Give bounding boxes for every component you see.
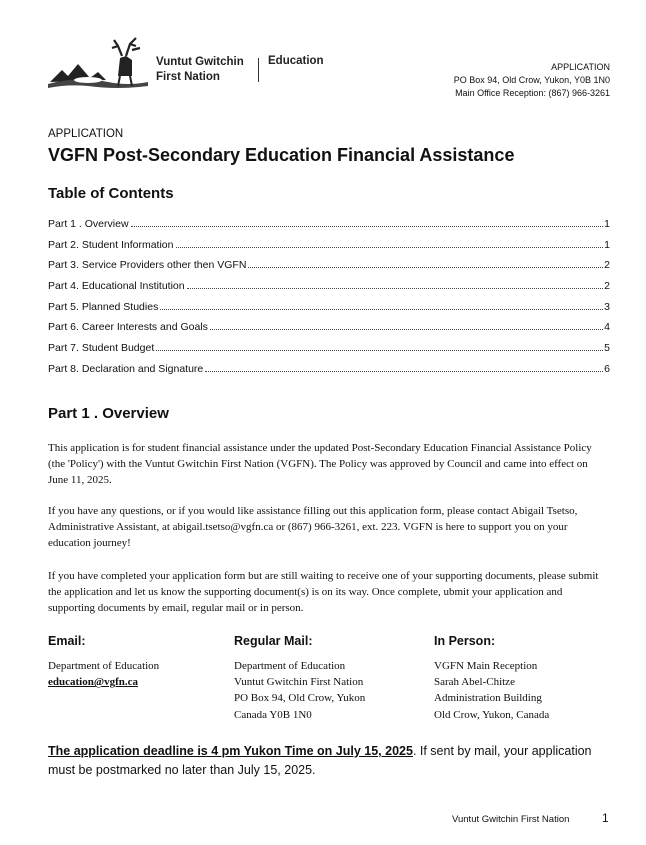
page-header <box>48 36 610 100</box>
toc-item-label: Part 8. Declaration and Signature <box>48 362 204 375</box>
toc-item-page: 5 <box>604 342 610 355</box>
toc-heading: Table of Contents <box>48 185 174 202</box>
toc-item[interactable] <box>48 259 610 280</box>
org-name-line2: First Nation <box>156 71 220 83</box>
toc-item-label: Part 1 . Overview <box>48 218 129 230</box>
vgfn-logo <box>48 36 338 96</box>
deadline-rest: . If sent by mail, your application must be postmarked no later than July 15, 2025. <box>48 744 592 777</box>
toc-item-label: Part 6. Career Interests and Goals <box>48 321 208 334</box>
page-number: 1 <box>602 811 609 825</box>
toc-leader <box>205 371 603 372</box>
in-person-heading: In Person: <box>434 634 496 648</box>
contact-mail-column <box>234 634 365 723</box>
toc-item[interactable] <box>48 301 610 322</box>
toc-item[interactable] <box>48 239 610 260</box>
mail-line: Canada Y0B 1N0 <box>234 708 312 721</box>
department-name: Education <box>268 55 324 67</box>
footer-org: Vuntut Gwitchin First Nation <box>452 814 570 825</box>
overview-paragraph-2: If you have any questions, or if you would like assistance filling out this application form, please contact Abigail Tsetso, Administrative Assistant, at abigail.tsetso@vgfn.ca or (867) 966-3261, ext. 223. VGFN is here to support you on your education journey! <box>48 505 578 550</box>
in-person-line: Sarah Abel-Chitze <box>434 676 515 689</box>
toc-leader <box>210 329 603 330</box>
overview-paragraph-1: This application is for student financial assistance under the updated Post-Secondary Education Financial Assistance Policy (the 'Policy') with the Vuntut Gwitchin First Nation (VGFN). The Policy was approved by Council and came into effect on June 11, 2025. <box>48 442 592 487</box>
toc-item-label: Part 2. Student Information <box>48 238 174 251</box>
email-heading: Email: <box>48 634 86 648</box>
toc-item-label: Part 7. Student Budget <box>48 342 155 355</box>
toc-leader <box>187 288 604 289</box>
page-title: VGFN Post-Secondary Education Financial Assistance <box>48 145 515 165</box>
header-address <box>454 61 610 100</box>
toc-item-label: Part 4. Educational Institution <box>48 280 185 293</box>
contact-email-column <box>48 634 159 690</box>
deadline-notice <box>48 742 610 780</box>
overview-heading: Part 1 . Overview <box>48 405 169 422</box>
header-label: APPLICATION <box>551 62 610 72</box>
toc-item[interactable] <box>48 363 610 384</box>
mail-line: PO Box 94, Old Crow, Yukon <box>234 692 366 705</box>
in-person-line: Administration Building <box>434 692 542 705</box>
email-address-link[interactable]: education@vgfn.ca <box>48 676 138 689</box>
toc-item-label: Part 5. Planned Studies <box>48 300 159 313</box>
toc-leader <box>156 350 603 351</box>
toc-leader <box>160 309 603 310</box>
document-label: APPLICATION <box>48 128 124 140</box>
toc-item-page: 4 <box>604 321 610 334</box>
email-line: Department of Education <box>48 660 160 672</box>
header-address-line1: PO Box 94, Old Crow, Yukon, Y0B 1N0 <box>453 75 610 85</box>
toc-item-page: 1 <box>604 218 610 230</box>
org-name-line1: Vuntut Gwitchin <box>156 56 244 68</box>
toc-item[interactable] <box>48 218 610 239</box>
toc-item[interactable] <box>48 280 610 301</box>
mail-heading: Regular Mail: <box>234 634 313 648</box>
mail-line: Department of Education <box>234 660 346 672</box>
in-person-line: Old Crow, Yukon, Canada <box>434 708 550 721</box>
contact-person-column <box>434 634 549 723</box>
overview-paragraph-3: If you have completed your application form but are still waiting to receive one of your supporting documents, please submit the application and let us know the supporting document(s) is on its way. Once complete, ubmit your application and supporting documents by email, regular mail or in person. <box>48 570 599 615</box>
toc-item-page: 3 <box>604 300 610 313</box>
toc-item-page: 2 <box>604 259 610 272</box>
toc-item-label: Part 3. Service Providers other then VGFN <box>48 259 247 272</box>
toc-leader <box>248 267 603 268</box>
toc-leader <box>131 226 604 227</box>
toc-item-page: 6 <box>604 362 610 375</box>
toc-item-page: 2 <box>604 280 610 293</box>
header-phone: Main Office Reception: (867) 966-3261 <box>455 88 610 98</box>
org-name <box>156 55 244 85</box>
logo-divider <box>258 58 259 82</box>
caribou-mountain-logo-icon <box>48 36 152 92</box>
toc-item[interactable] <box>48 321 610 342</box>
deadline-strong: The application deadline is 4 pm Yukon Time on July 15, 2025 <box>48 744 413 758</box>
toc-leader <box>176 247 604 248</box>
toc-item-page: 1 <box>604 238 610 251</box>
in-person-line: VGFN Main Reception <box>434 660 538 672</box>
table-of-contents <box>48 218 610 384</box>
mail-line: Vuntut Gwitchin First Nation <box>234 676 364 689</box>
toc-item[interactable] <box>48 342 610 363</box>
